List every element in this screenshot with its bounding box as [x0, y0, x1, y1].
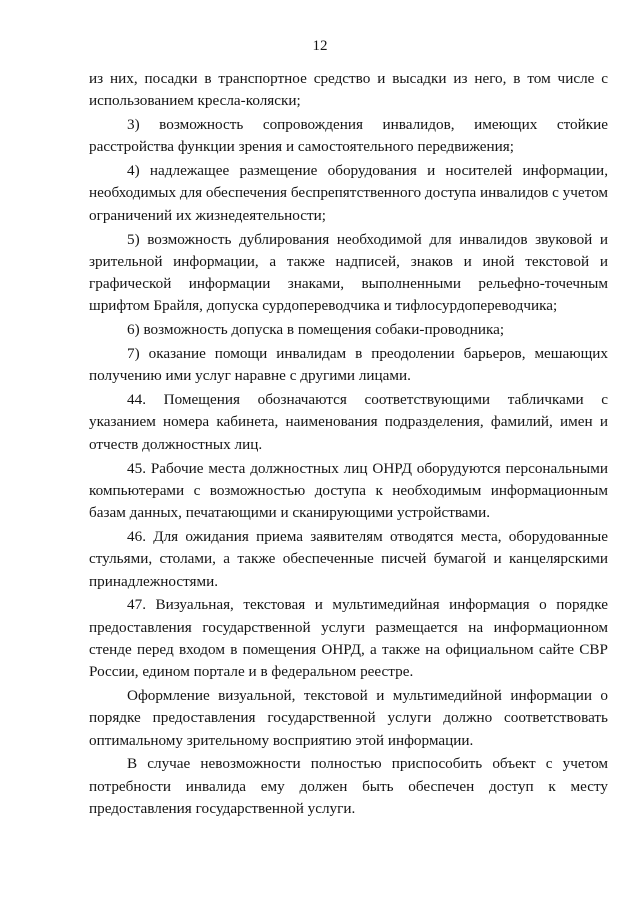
paragraph-47: 47. Визуальная, текстовая и мультимедийная информация о порядке предоставления государственной услуги размещается на информационном стенде перед входом в помещения ОНРД, а также на официальном сайте СВР России, едином портале и в федеральном реестре.	[89, 596, 608, 681]
paragraph-item-3: 3) возможность сопровождения инвалидов, имеющих стойкие расстройства функции зрения и самостоятельного передвижения;	[89, 116, 608, 156]
paragraph-46: 46. Для ожидания приема заявителям отводятся места, оборудованные стульями, столами, а также обеспеченные писчей бумагой и канцелярскими принадлежностями.	[89, 527, 608, 590]
paragraph-item-6: 6) возможность допуска в помещения собаки-проводника;	[127, 321, 505, 339]
paragraph-45: 45. Рабочие места должностных лиц ОНРД оборудуются персональными компьютерами с возможностью доступа к необходимым информационным базам данных, печатающими и сканирующими устройствами.	[89, 459, 608, 522]
paragraph-44: 44. Помещения обозначаются соответствующими табличками с указанием номера кабинета, наименования подразделения, фамилий, имен и отчеств должностных лиц.	[89, 391, 608, 453]
body-text	[89, 68, 608, 820]
paragraph-access: В случае невозможности полностью приспособить объект с учетом потребности инвалида ему должен быть обеспечен доступ к месту предоставления государственной услуги.	[89, 755, 608, 817]
paragraph-item-5: 5) возможность дублирования необходимой для инвалидов звуковой и зрительной информации, а также надписей, знаков и иной текстовой и графической информации знаками, выполненными рельефно-точечным шрифтом Брайля, допуска сурдопереводчика и тифлосурдопереводчика;	[89, 230, 608, 315]
paragraph-item-4: 4) надлежащее размещение оборудования и носителей информации, необходимых для обеспечения беспрепятственного доступа инвалидов с учетом ограничений их жизнедеятельности;	[89, 162, 608, 224]
paragraph-item-7: 7) оказание помощи инвалидам в преодолении барьеров, мешающих получению ими услуг наравне с другими лицами.	[89, 345, 608, 385]
paragraph-continuation: из них, посадки в транспортное средство и высадки из него, в том числе с использованием кресла-коляски;	[89, 70, 608, 110]
paragraph-visual-info: Оформление визуальной, текстовой и мультимедийной информации о порядке предоставления государственной услуги должно соответствовать оптимальному зрительному восприятию этой информации.	[89, 687, 608, 749]
page-number: 12	[312, 38, 328, 54]
